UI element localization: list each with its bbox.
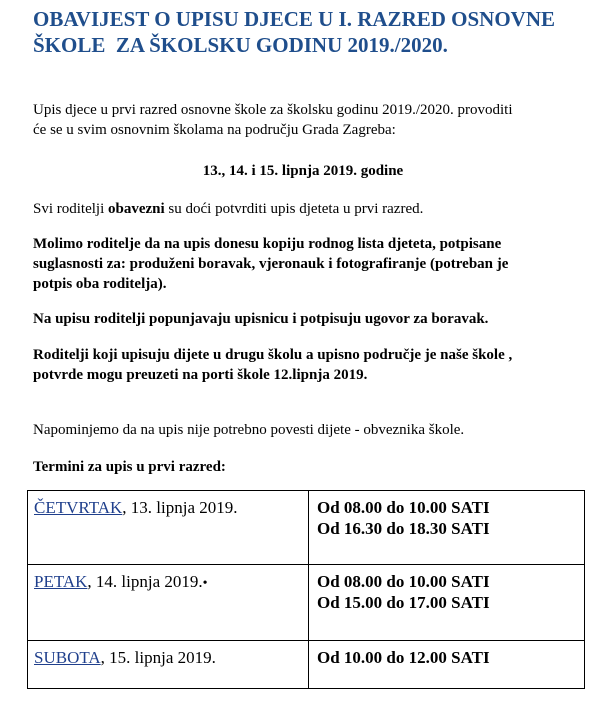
mandatory-paragraph (33, 199, 593, 219)
documents-request-paragraph (33, 234, 593, 294)
request-line-2: suglasnosti za: produženi boravak, vjeronauk i fotografiranje (potreban je (33, 256, 509, 272)
hours-line: Od 15.00 do 17.00 SATI (317, 593, 490, 612)
mandatory-bold: obavezni (108, 201, 165, 217)
title-line-2: ŠKOLE ZA ŠKOLSKU GODINU 2019./2020. (33, 33, 448, 57)
schedule-hours-cell (309, 641, 585, 689)
day-link-saturday[interactable]: SUBOTA (34, 648, 101, 667)
schedule-day-cell (28, 565, 309, 641)
other-school-paragraph (33, 345, 593, 385)
page-title (33, 6, 593, 58)
schedule-day-cell (28, 641, 309, 689)
forms-paragraph: Na upisu roditelji popunjavaju upisnicu i potpisuju ugovor za boravak. (33, 311, 489, 327)
schedule-day-cell (28, 491, 309, 565)
hours-line: Od 08.00 do 10.00 SATI (317, 498, 490, 517)
hours-line: Od 10.00 do 12.00 SATI (317, 648, 490, 667)
intro-line-1: Upis djece u prvi razred osnovne škole za školsku godinu 2019./2020. provoditi (33, 102, 513, 118)
request-line-1: Molimo roditelje da na upis donesu kopiju rodnog lista djeteta, potpisane (33, 236, 502, 252)
schedule-hours-cell (309, 491, 585, 565)
title-line-1: OBAVIJEST O UPISU DJECE U I. RAZRED OSNOVNE (33, 7, 556, 31)
enrollment-dates: 13., 14. i 15. lipnja 2019. godine (202, 163, 404, 179)
day-date: , 13. lipnja 2019. (122, 498, 238, 517)
schedule-table (27, 490, 585, 689)
bullet-dot-icon: • (202, 576, 208, 591)
table-row (28, 641, 585, 689)
request-line-3: potpis oba roditelja). (33, 276, 167, 292)
hours-line: Od 08.00 do 10.00 SATI (317, 572, 490, 591)
other-school-line-2: potvrde mogu preuzeti na porti škole 12.lipnja 2019. (33, 367, 368, 383)
schedule-hours-cell (309, 565, 585, 641)
mandatory-after: su doći potvrditi upis djeteta u prvi razred. (164, 201, 424, 217)
schedule-heading: Termini za upis u prvi razred: (33, 459, 226, 475)
table-row (28, 565, 585, 641)
intro-paragraph (33, 100, 593, 140)
day-date: , 15. lipnja 2019. (100, 648, 216, 667)
hours-line: Od 16.30 do 18.30 SATI (317, 519, 490, 538)
day-date: , 14. lipnja 2019. (87, 572, 203, 591)
day-link-friday[interactable]: PETAK (34, 572, 88, 591)
note-paragraph: Napominjemo da na upis nije potrebno povesti dijete - obveznika škole. (33, 422, 465, 438)
table-row (28, 491, 585, 565)
other-school-line-1: Roditelji koji upisuju dijete u drugu školu a upisno područje je naše škole , (33, 347, 513, 363)
day-link-thursday[interactable]: ČETVRTAK (34, 498, 123, 517)
intro-line-2: će se u svim osnovnim školama na području Grada Zagreba: (33, 122, 396, 138)
mandatory-before: Svi roditelji (33, 201, 108, 217)
